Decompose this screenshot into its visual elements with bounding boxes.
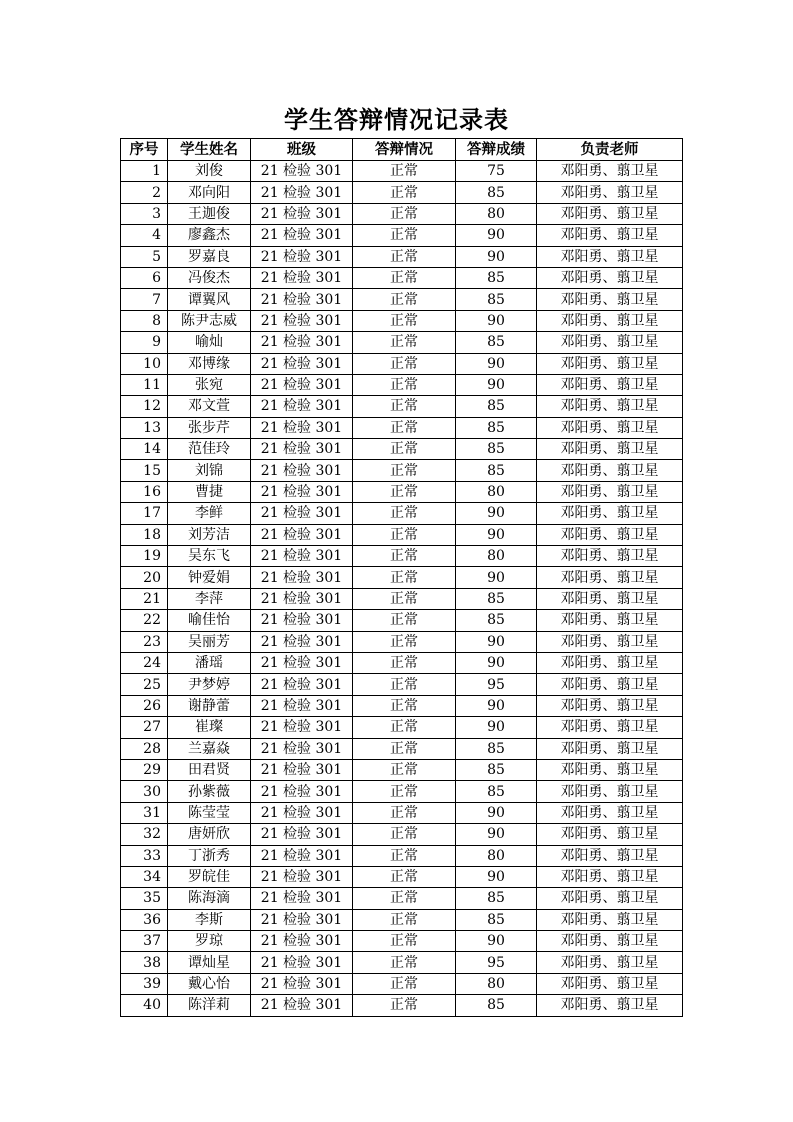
cell-defense-score: 75 [456,161,537,182]
cell-student-name: 冯俊杰 [168,267,251,288]
cell-defense-status: 正常 [353,888,456,909]
cell-index: 5 [121,246,168,267]
cell-defense-score: 85 [456,267,537,288]
cell-teacher: 邓阳勇、翦卫星 [537,610,683,631]
cell-index: 31 [121,802,168,823]
cell-defense-status: 正常 [353,246,456,267]
header-teacher: 负责老师 [537,139,683,161]
table-row [121,396,683,417]
cell-teacher: 邓阳勇、翦卫星 [537,332,683,353]
table-row [121,909,683,930]
cell-defense-score: 90 [456,310,537,331]
cell-class: 21 检验 301 [251,503,353,524]
cell-defense-score: 90 [456,631,537,652]
cell-student-name: 陈莹莹 [168,802,251,823]
cell-defense-score: 85 [456,781,537,802]
cell-teacher: 邓阳勇、翦卫星 [537,631,683,652]
cell-defense-status: 正常 [353,695,456,716]
cell-defense-score: 85 [456,460,537,481]
cell-defense-status: 正常 [353,781,456,802]
table-row [121,866,683,887]
cell-index: 13 [121,417,168,438]
cell-index: 26 [121,695,168,716]
cell-defense-status: 正常 [353,225,456,246]
cell-student-name: 邓文萱 [168,396,251,417]
cell-class: 21 检验 301 [251,888,353,909]
cell-defense-score: 90 [456,652,537,673]
cell-class: 21 检验 301 [251,481,353,502]
cell-defense-score: 90 [456,567,537,588]
cell-student-name: 吴东飞 [168,546,251,567]
cell-class: 21 检验 301 [251,802,353,823]
cell-defense-status: 正常 [353,439,456,460]
cell-teacher: 邓阳勇、翦卫星 [537,824,683,845]
cell-defense-status: 正常 [353,267,456,288]
cell-class: 21 检验 301 [251,610,353,631]
cell-index: 9 [121,332,168,353]
cell-class: 21 检验 301 [251,182,353,203]
cell-teacher: 邓阳勇、翦卫星 [537,802,683,823]
cell-defense-score: 85 [456,332,537,353]
cell-index: 36 [121,909,168,930]
table-row [121,161,683,182]
header-index: 序号 [121,139,168,161]
cell-index: 30 [121,781,168,802]
cell-class: 21 检验 301 [251,353,353,374]
cell-defense-score: 80 [456,845,537,866]
cell-class: 21 检验 301 [251,439,353,460]
cell-index: 37 [121,931,168,952]
cell-defense-score: 90 [456,353,537,374]
cell-index: 32 [121,824,168,845]
cell-defense-score: 85 [456,888,537,909]
cell-defense-score: 90 [456,524,537,545]
table-row [121,931,683,952]
cell-defense-score: 90 [456,246,537,267]
table-row [121,182,683,203]
cell-defense-status: 正常 [353,717,456,738]
cell-defense-status: 正常 [353,332,456,353]
cell-class: 21 检验 301 [251,631,353,652]
cell-class: 21 检验 301 [251,203,353,224]
table-header-row [121,139,683,161]
cell-index: 8 [121,310,168,331]
cell-index: 2 [121,182,168,203]
cell-defense-score: 90 [456,374,537,395]
cell-defense-status: 正常 [353,374,456,395]
cell-student-name: 李斯 [168,909,251,930]
cell-index: 7 [121,289,168,310]
cell-class: 21 检验 301 [251,267,353,288]
cell-index: 18 [121,524,168,545]
cell-defense-status: 正常 [353,396,456,417]
defense-record-table [120,138,683,1017]
table-row [121,310,683,331]
cell-teacher: 邓阳勇、翦卫星 [537,267,683,288]
cell-defense-score: 95 [456,674,537,695]
cell-class: 21 检验 301 [251,781,353,802]
table-row [121,652,683,673]
cell-teacher: 邓阳勇、翦卫星 [537,161,683,182]
cell-class: 21 检验 301 [251,824,353,845]
cell-class: 21 检验 301 [251,973,353,994]
cell-student-name: 李鲜 [168,503,251,524]
cell-defense-status: 正常 [353,588,456,609]
cell-student-name: 田君贤 [168,759,251,780]
cell-defense-score: 85 [456,182,537,203]
cell-index: 12 [121,396,168,417]
cell-class: 21 检验 301 [251,332,353,353]
cell-student-name: 曹捷 [168,481,251,502]
cell-teacher: 邓阳勇、翦卫星 [537,503,683,524]
cell-teacher: 邓阳勇、翦卫星 [537,695,683,716]
table-row [121,203,683,224]
cell-index: 11 [121,374,168,395]
cell-teacher: 邓阳勇、翦卫星 [537,738,683,759]
cell-student-name: 刘锦 [168,460,251,481]
cell-defense-status: 正常 [353,161,456,182]
cell-class: 21 检验 301 [251,931,353,952]
cell-student-name: 王迦俊 [168,203,251,224]
cell-student-name: 尹梦婷 [168,674,251,695]
cell-defense-status: 正常 [353,503,456,524]
cell-class: 21 检验 301 [251,396,353,417]
cell-student-name: 张步芹 [168,417,251,438]
header-student-name: 学生姓名 [168,139,251,161]
cell-student-name: 罗琼 [168,931,251,952]
cell-student-name: 唐妍欣 [168,824,251,845]
table-row [121,417,683,438]
cell-teacher: 邓阳勇、翦卫星 [537,717,683,738]
cell-defense-score: 85 [456,759,537,780]
cell-student-name: 廖鑫杰 [168,225,251,246]
cell-defense-score: 90 [456,503,537,524]
cell-defense-status: 正常 [353,845,456,866]
cell-index: 28 [121,738,168,759]
cell-teacher: 邓阳勇、翦卫星 [537,931,683,952]
table-row [121,845,683,866]
cell-teacher: 邓阳勇、翦卫星 [537,246,683,267]
cell-class: 21 检验 301 [251,310,353,331]
cell-student-name: 丁浙秀 [168,845,251,866]
cell-class: 21 检验 301 [251,546,353,567]
cell-index: 6 [121,267,168,288]
cell-defense-score: 90 [456,695,537,716]
table-row [121,802,683,823]
table-row [121,567,683,588]
table-row [121,781,683,802]
cell-index: 29 [121,759,168,780]
cell-class: 21 检验 301 [251,246,353,267]
cell-defense-status: 正常 [353,289,456,310]
header-defense-score: 答辩成绩 [456,139,537,161]
cell-teacher: 邓阳勇、翦卫星 [537,866,683,887]
cell-teacher: 邓阳勇、翦卫星 [537,225,683,246]
cell-defense-score: 90 [456,931,537,952]
cell-teacher: 邓阳勇、翦卫星 [537,289,683,310]
cell-defense-score: 90 [456,802,537,823]
cell-index: 15 [121,460,168,481]
cell-student-name: 谭翼风 [168,289,251,310]
table-row [121,225,683,246]
table-row [121,674,683,695]
cell-defense-score: 90 [456,225,537,246]
table-row [121,973,683,994]
cell-teacher: 邓阳勇、翦卫星 [537,182,683,203]
cell-index: 40 [121,995,168,1016]
table-row [121,824,683,845]
cell-defense-status: 正常 [353,546,456,567]
cell-student-name: 刘芳洁 [168,524,251,545]
cell-defense-score: 85 [456,738,537,759]
cell-defense-score: 85 [456,909,537,930]
cell-defense-status: 正常 [353,417,456,438]
cell-index: 16 [121,481,168,502]
table-row [121,353,683,374]
cell-class: 21 检验 301 [251,909,353,930]
cell-class: 21 检验 301 [251,952,353,973]
cell-teacher: 邓阳勇、翦卫星 [537,374,683,395]
cell-student-name: 喻灿 [168,332,251,353]
cell-student-name: 孙紫薇 [168,781,251,802]
cell-defense-status: 正常 [353,973,456,994]
cell-teacher: 邓阳勇、翦卫星 [537,203,683,224]
cell-class: 21 检验 301 [251,652,353,673]
table-row [121,439,683,460]
cell-defense-score: 80 [456,481,537,502]
cell-class: 21 检验 301 [251,738,353,759]
cell-defense-status: 正常 [353,952,456,973]
cell-index: 4 [121,225,168,246]
table-row [121,481,683,502]
cell-teacher: 邓阳勇、翦卫星 [537,995,683,1016]
cell-student-name: 李萍 [168,588,251,609]
table-row [121,588,683,609]
cell-index: 14 [121,439,168,460]
cell-index: 25 [121,674,168,695]
cell-index: 20 [121,567,168,588]
cell-class: 21 检验 301 [251,524,353,545]
cell-index: 23 [121,631,168,652]
cell-index: 1 [121,161,168,182]
table-row [121,759,683,780]
cell-teacher: 邓阳勇、翦卫星 [537,973,683,994]
cell-index: 39 [121,973,168,994]
table-row [121,610,683,631]
cell-defense-status: 正常 [353,802,456,823]
table-row [121,267,683,288]
cell-defense-score: 85 [456,289,537,310]
cell-index: 21 [121,588,168,609]
cell-defense-status: 正常 [353,481,456,502]
cell-teacher: 邓阳勇、翦卫星 [537,588,683,609]
cell-teacher: 邓阳勇、翦卫星 [537,674,683,695]
cell-defense-score: 85 [456,995,537,1016]
cell-defense-status: 正常 [353,909,456,930]
cell-defense-status: 正常 [353,631,456,652]
table-row [121,460,683,481]
cell-defense-score: 80 [456,546,537,567]
cell-defense-score: 90 [456,866,537,887]
cell-student-name: 喻佳怡 [168,610,251,631]
cell-teacher: 邓阳勇、翦卫星 [537,888,683,909]
table-row [121,995,683,1016]
cell-defense-status: 正常 [353,866,456,887]
cell-class: 21 检验 301 [251,588,353,609]
header-defense-status: 答辩情况 [353,139,456,161]
cell-index: 19 [121,546,168,567]
table-row [121,374,683,395]
table-row [121,717,683,738]
cell-teacher: 邓阳勇、翦卫星 [537,353,683,374]
cell-class: 21 检验 301 [251,417,353,438]
cell-teacher: 邓阳勇、翦卫星 [537,909,683,930]
cell-defense-status: 正常 [353,460,456,481]
cell-student-name: 吴丽芳 [168,631,251,652]
table-row [121,503,683,524]
cell-index: 35 [121,888,168,909]
header-class: 班级 [251,139,353,161]
cell-student-name: 戴心怡 [168,973,251,994]
cell-defense-score: 85 [456,396,537,417]
cell-defense-status: 正常 [353,931,456,952]
cell-defense-score: 80 [456,973,537,994]
cell-teacher: 邓阳勇、翦卫星 [537,439,683,460]
cell-defense-score: 90 [456,717,537,738]
cell-class: 21 检验 301 [251,995,353,1016]
cell-defense-status: 正常 [353,674,456,695]
cell-class: 21 检验 301 [251,460,353,481]
cell-index: 38 [121,952,168,973]
cell-defense-status: 正常 [353,738,456,759]
cell-defense-score: 95 [456,952,537,973]
cell-student-name: 陈尹志威 [168,310,251,331]
cell-student-name: 兰嘉焱 [168,738,251,759]
cell-defense-score: 85 [456,588,537,609]
cell-defense-status: 正常 [353,353,456,374]
cell-defense-status: 正常 [353,995,456,1016]
cell-defense-score: 80 [456,203,537,224]
table-row [121,952,683,973]
cell-index: 10 [121,353,168,374]
cell-student-name: 邓博缘 [168,353,251,374]
cell-student-name: 谢静蕾 [168,695,251,716]
cell-index: 3 [121,203,168,224]
cell-class: 21 检验 301 [251,717,353,738]
cell-student-name: 崔璨 [168,717,251,738]
cell-defense-status: 正常 [353,610,456,631]
cell-class: 21 检验 301 [251,845,353,866]
page-title: 学生答辩情况记录表 [284,106,509,134]
cell-teacher: 邓阳勇、翦卫星 [537,417,683,438]
cell-defense-score: 85 [456,610,537,631]
cell-index: 24 [121,652,168,673]
cell-defense-status: 正常 [353,524,456,545]
table-row [121,631,683,652]
table-row [121,332,683,353]
cell-teacher: 邓阳勇、翦卫星 [537,460,683,481]
cell-student-name: 钟爱娟 [168,567,251,588]
cell-teacher: 邓阳勇、翦卫星 [537,546,683,567]
cell-student-name: 罗皖佳 [168,866,251,887]
cell-class: 21 检验 301 [251,289,353,310]
cell-index: 33 [121,845,168,866]
cell-teacher: 邓阳勇、翦卫星 [537,952,683,973]
cell-defense-status: 正常 [353,310,456,331]
cell-class: 21 检验 301 [251,674,353,695]
table-row [121,546,683,567]
cell-class: 21 检验 301 [251,695,353,716]
cell-index: 27 [121,717,168,738]
cell-defense-status: 正常 [353,824,456,845]
table-row [121,695,683,716]
cell-teacher: 邓阳勇、翦卫星 [537,652,683,673]
cell-index: 17 [121,503,168,524]
cell-index: 34 [121,866,168,887]
cell-class: 21 检验 301 [251,161,353,182]
cell-student-name: 邓向阳 [168,182,251,203]
cell-class: 21 检验 301 [251,374,353,395]
cell-student-name: 潘瑶 [168,652,251,673]
cell-class: 21 检验 301 [251,759,353,780]
cell-index: 22 [121,610,168,631]
cell-student-name: 刘俊 [168,161,251,182]
table-row [121,289,683,310]
cell-teacher: 邓阳勇、翦卫星 [537,567,683,588]
cell-class: 21 检验 301 [251,225,353,246]
cell-teacher: 邓阳勇、翦卫星 [537,481,683,502]
cell-teacher: 邓阳勇、翦卫星 [537,845,683,866]
cell-teacher: 邓阳勇、翦卫星 [537,781,683,802]
cell-teacher: 邓阳勇、翦卫星 [537,524,683,545]
table-row [121,246,683,267]
cell-student-name: 陈洋莉 [168,995,251,1016]
cell-student-name: 罗嘉良 [168,246,251,267]
cell-student-name: 陈海滴 [168,888,251,909]
cell-student-name: 谭灿星 [168,952,251,973]
cell-teacher: 邓阳勇、翦卫星 [537,396,683,417]
cell-defense-status: 正常 [353,567,456,588]
cell-teacher: 邓阳勇、翦卫星 [537,310,683,331]
cell-defense-status: 正常 [353,652,456,673]
cell-defense-status: 正常 [353,182,456,203]
cell-defense-status: 正常 [353,203,456,224]
cell-defense-status: 正常 [353,759,456,780]
cell-class: 21 检验 301 [251,567,353,588]
cell-defense-score: 85 [456,439,537,460]
cell-student-name: 范佳玲 [168,439,251,460]
cell-defense-score: 85 [456,417,537,438]
cell-defense-score: 90 [456,824,537,845]
cell-teacher: 邓阳勇、翦卫星 [537,759,683,780]
table-row [121,888,683,909]
cell-student-name: 张宛 [168,374,251,395]
table-row [121,524,683,545]
cell-class: 21 检验 301 [251,866,353,887]
table-row [121,738,683,759]
